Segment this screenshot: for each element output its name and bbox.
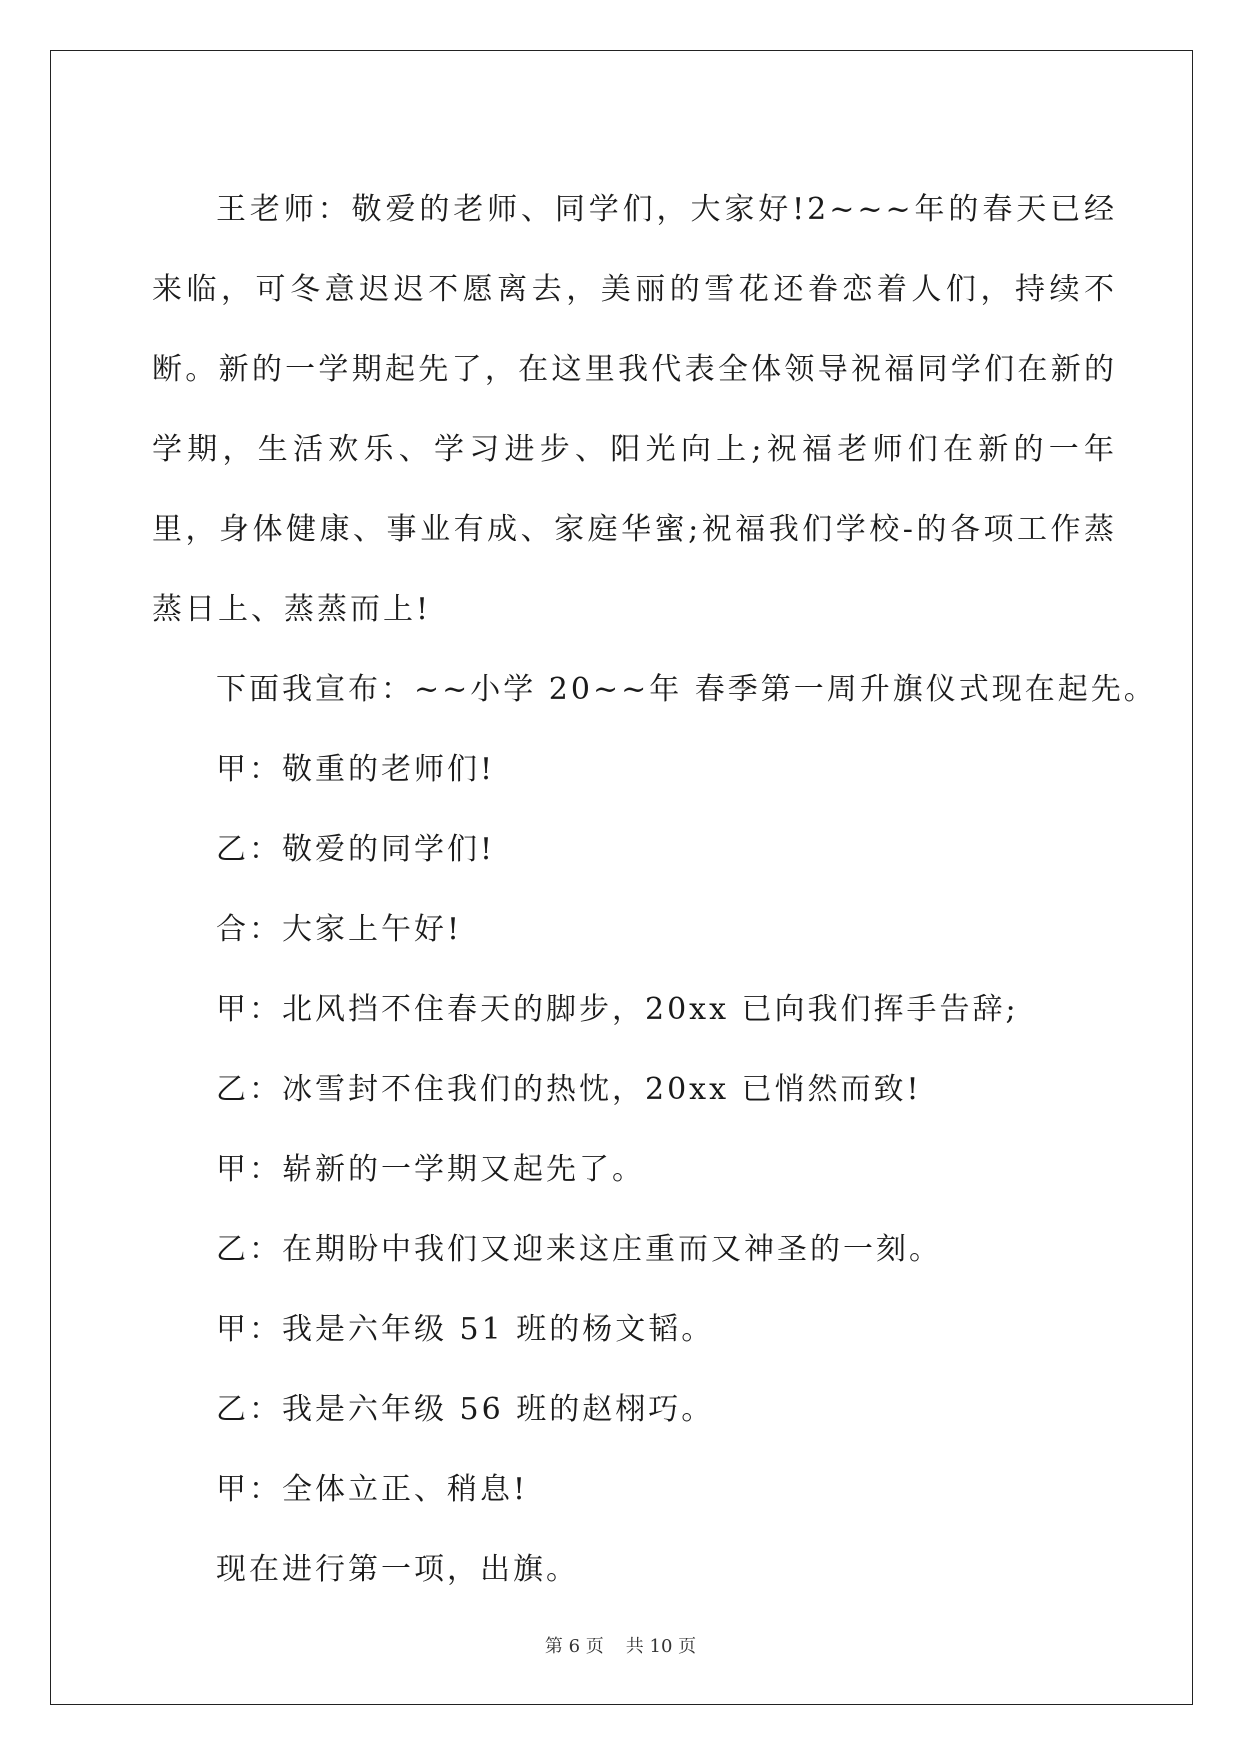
dialogue-line: 乙：冰雪封不住我们的热忱，20xx 已悄然而致!	[216, 1072, 922, 1107]
dialogue-line: 甲：敬重的老师们!	[216, 752, 496, 787]
announcement-line: 下面我宣布：~~小学 20~~年 春季第一周升旗仪式现在起先。	[216, 672, 1157, 707]
document-body	[152, 170, 1157, 1610]
dialogue-line: 甲：我是六年级 51 班的杨文韬。	[216, 1312, 715, 1347]
dialogue-line: 甲：崭新的一学期又起先了。	[216, 1152, 645, 1187]
dialogue-line: 乙：在期盼中我们又迎来这庄重而又神圣的一刻。	[216, 1232, 942, 1267]
dialogue-line: 乙：我是六年级 56 班的赵栩巧。	[216, 1392, 715, 1427]
page-footer	[0, 1632, 1241, 1658]
page-number: 第 6 页	[544, 1636, 604, 1657]
dialogue-line: 甲：北风挡不住春天的脚步，20xx 已向我们挥手告辞;	[216, 992, 1019, 1027]
dialogue-line: 甲：全体立正、稍息!	[216, 1472, 529, 1507]
page-total: 共 10 页	[625, 1636, 697, 1657]
dialogue-line: 合：大家上午好!	[216, 912, 463, 947]
opening-speech-paragraph: 王老师：敬爱的老师、同学们，大家好!2~~~年的春天已经来临，可冬意迟迟不愿离去，美丽的雪花还眷恋着人们，持续不断。新的一学期起先了，在这里我代表全体领导祝福同学们在新的学期，生活欢乐、学习进步、阳光向上;祝福老师们在新的一年里，身体健康、事业有成、家庭华蜜;祝福我们学校-的各项工作蒸蒸日上、蒸蒸而上!	[152, 192, 1117, 627]
procedure-line: 现在进行第一项，出旗。	[216, 1552, 579, 1587]
dialogue-line: 乙：敬爱的同学们!	[216, 832, 496, 867]
